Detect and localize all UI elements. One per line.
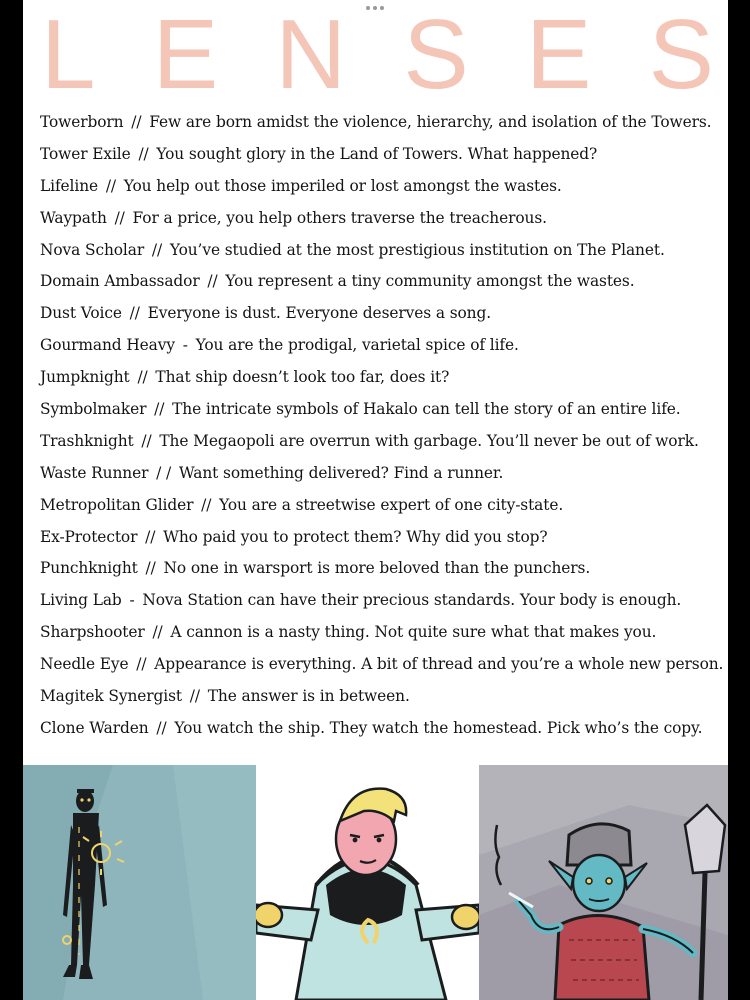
lens-description: For a price, you help others traverse the treacherous.: [132, 208, 547, 227]
lens-separator: / /: [156, 463, 172, 482]
hooded-figure-art: [256, 789, 479, 1000]
lens-item: [40, 330, 720, 362]
lens-name: Waypath: [40, 208, 107, 227]
title-letter: S: [648, 0, 714, 109]
lens-separator: //: [131, 113, 142, 131]
lens-description: You help out those imperiled or lost amongst the wastes.: [123, 176, 562, 195]
lens-description: Nova Station can have their precious standards. Your body is enough.: [142, 591, 682, 610]
illustration-strip: [23, 765, 728, 1000]
lens-name: Symbolmaker: [40, 400, 147, 419]
lens-separator: //: [207, 272, 218, 291]
lens-description: You are the prodigal, varietal spice of life.: [195, 336, 519, 355]
lens-item: [40, 362, 720, 394]
lens-description: That ship doesn’t look too far, does it?: [155, 368, 450, 387]
lens-description: Few are born amidst the violence, hierarchy, and isolation of the Towers.: [149, 113, 712, 131]
lens-item: [40, 203, 720, 235]
lens-name: Tower Exile: [40, 144, 131, 163]
lens-name: Ex-Protector: [40, 527, 138, 546]
lens-item: [40, 458, 720, 490]
lens-description: Who paid you to protect them? Why did you stop?: [163, 527, 548, 546]
illustration-shovel-figure: [479, 765, 728, 1000]
lens-description: A cannon is a nasty thing. Not quite sure what that makes you.: [170, 623, 657, 642]
lens-item: [40, 681, 720, 713]
lens-separator: //: [145, 527, 156, 546]
lens-separator: //: [105, 176, 116, 195]
lens-item: [40, 266, 720, 298]
lens-name: Jumpknight: [40, 368, 130, 387]
lens-separator: //: [156, 718, 167, 737]
page-title: [23, 0, 728, 109]
lens-separator: //: [145, 559, 156, 578]
lens-description: The Megaopoli are overrun with garbage. You’ll never be out of work.: [159, 431, 699, 450]
lens-item: [40, 617, 720, 649]
lens-name: Magitek Synergist: [40, 687, 182, 706]
lens-description: Appearance is everything. A bit of thread and you’re a whole new person.: [154, 655, 724, 674]
lens-description: The answer is in between.: [207, 687, 410, 706]
lens-separator: -: [129, 591, 135, 610]
lens-description: Want something delivered? Find a runner.: [178, 463, 504, 482]
lens-name: Needle Eye: [40, 655, 129, 674]
illustration-tall-figure: [23, 765, 256, 1000]
lens-description: You sought glory in the Land of Towers. What happened?: [156, 144, 598, 163]
lens-item: [40, 585, 720, 617]
title-letter: L: [41, 0, 96, 109]
lens-name: Domain Ambassador: [40, 272, 200, 291]
lens-name: Living Lab: [40, 591, 122, 610]
lens-separator: //: [141, 431, 152, 450]
lens-item: [40, 649, 724, 681]
lens-description: No one in warsport is more beloved than the punchers.: [163, 559, 591, 578]
lens-separator: //: [189, 687, 200, 706]
lens-description: You represent a tiny community amongst the wastes.: [225, 272, 635, 291]
lens-item: [40, 235, 720, 267]
lens-separator: //: [154, 400, 165, 419]
lens-description: Everyone is dust. Everyone deserves a song.: [147, 304, 492, 323]
lens-item: [40, 490, 720, 522]
lens-item: [40, 426, 720, 458]
lens-separator: -: [182, 336, 188, 355]
lens-name: Sharpshooter: [40, 623, 145, 642]
lens-item: [40, 553, 720, 585]
title-letter: E: [525, 0, 592, 109]
lens-name: Metropolitan Glider: [40, 495, 194, 514]
lens-item: [40, 107, 720, 139]
lens-name: Trashknight: [40, 431, 134, 450]
lens-separator: //: [136, 655, 147, 674]
illustration-hooded-figure: [256, 765, 479, 1000]
lens-name: Clone Warden: [40, 718, 149, 737]
lens-separator: //: [138, 144, 149, 163]
lens-separator: //: [151, 240, 163, 259]
lens-item: [40, 298, 720, 330]
lens-separator: //: [201, 495, 212, 514]
lens-name: Waste Runner: [40, 463, 149, 482]
lens-description: You watch the ship. They watch the homestead. Pick who’s the copy.: [174, 718, 703, 737]
lens-separator: //: [129, 304, 140, 323]
lens-description: The intricate symbols of Hakalo can tell the story of an entire life.: [172, 400, 681, 419]
page: [23, 0, 728, 1000]
lens-name: Towerborn: [40, 113, 124, 131]
lens-description: You are a streetwise expert of one city-state.: [219, 495, 564, 514]
lens-name: Nova Scholar: [40, 240, 145, 259]
lens-separator: //: [114, 208, 125, 227]
lens-item: [40, 171, 720, 203]
title-letter: S: [403, 0, 469, 109]
lens-item: [40, 522, 720, 554]
lens-name: Gourmand Heavy: [40, 336, 175, 355]
lens-item: [40, 139, 720, 171]
lens-name: Punchknight: [40, 559, 138, 578]
lens-item: [40, 713, 720, 745]
lens-list: [40, 107, 724, 745]
title-letter: E: [152, 0, 219, 109]
lens-description: You’ve studied at the most prestigious institution on The Planet.: [169, 240, 665, 259]
lens-separator: //: [152, 623, 163, 642]
lens-item: [40, 394, 720, 426]
lens-name: Lifeline: [40, 176, 99, 195]
lens-name: Dust Voice: [40, 304, 122, 323]
title-letter: N: [275, 0, 347, 109]
lens-separator: //: [137, 368, 148, 387]
